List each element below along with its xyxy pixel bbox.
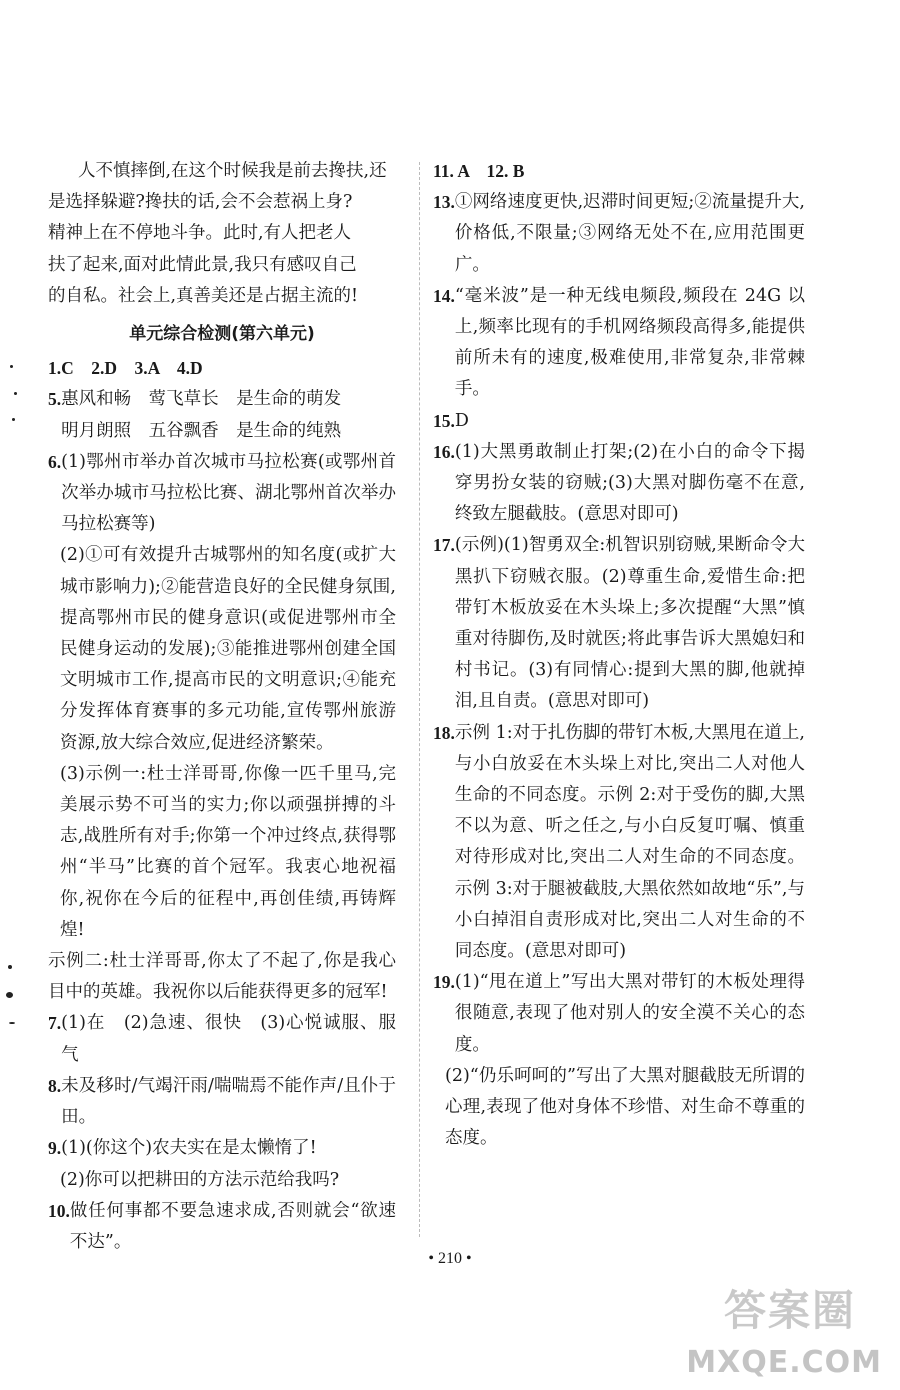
answer-5 — [48, 384, 396, 446]
answer-text: 明月朗照 五谷飘香 是生命的纯熟 — [61, 420, 342, 441]
answer-text: (1)在 (2)急速、很快 (3)心悦诚服、服气 — [61, 1013, 396, 1065]
answer-number: 5. — [48, 389, 62, 410]
answer-14 — [433, 281, 805, 406]
answer-11-12: 11. A 12. B — [433, 161, 525, 181]
answer-19 — [433, 967, 805, 1061]
intro-line: 的自私。社会上,真善美还是占据主流的! — [48, 285, 359, 306]
answer-number: 18. — [433, 722, 455, 743]
answer-text: 惠风和畅 莺飞草长 是生命的萌发 — [61, 389, 342, 410]
answer-9 — [48, 1133, 396, 1164]
intro-line: 扶了起来,面对此情此景,我只有感叹自己 — [48, 254, 357, 275]
answer-number: 10. — [48, 1200, 70, 1221]
intro-line: 是选择躲避?搀扶的话,会不会惹祸上身? — [48, 192, 353, 213]
column-divider — [419, 162, 420, 1237]
section-heading: 单元综合检测(第六单元) — [129, 324, 315, 345]
watermark-url: MXQE.COM — [686, 1345, 882, 1380]
answer-16 — [433, 437, 805, 531]
scan-mark — [8, 965, 12, 969]
answer-8 — [48, 1071, 396, 1133]
answer-number: 6. — [48, 451, 62, 472]
scan-mark — [14, 392, 17, 395]
watermark-logo: 答案圈 — [723, 1286, 856, 1335]
left-column — [48, 156, 396, 1258]
answer-number: 8. — [48, 1075, 62, 1096]
answer-number: 9. — [48, 1138, 62, 1159]
answer-number: 7. — [48, 1013, 62, 1034]
scan-mark — [6, 992, 13, 998]
answer-text: “毫米波”是一种无线电频段,频段在 24G 以上,频率比现有的手机网络频段高得多,能提供前所未有的速度,极难使用,非常复杂,非常棘手。 — [454, 285, 805, 400]
answer-text: 做任何事都不要急速求成,否则就会“欲速不达”。 — [69, 1200, 396, 1252]
answer-text: (3)示例一:杜士洋哥哥,你像一匹千里马,完美展示势不可当的实力;你以顽强拼搏的斗志,战胜所有对手;你第一个冲过终点,获得鄂州“半马”比赛的首个冠军。我衷心地祝福你,祝你在今后的征程中,再创佳绩,再铸辉煌! — [60, 763, 396, 940]
answer-17 — [433, 530, 805, 717]
answer-text: D — [454, 410, 469, 431]
answer-18 — [433, 718, 805, 968]
answer-text: 示例 1:对于扎伤脚的带钉木板,大黑甩在道上,与小白放妥在木头垛上对比,突出二人对他人生命的不同态度。示例 2:对于受伤的脚,大黑不以为意、听之任之,与小白反复叮嘱、慎重对待形成对比,突出二人对生命的不同态度。示例 3:对于腿被截肢,大黑依然如故地“乐”,与小白掉泪自责形成对比,突出二人对生命的不同态度。(意思对即可) — [454, 722, 805, 962]
answer-text: 未及移时/气竭汗雨/喘喘焉不能作声/且仆于田。 — [61, 1075, 396, 1128]
answer-10 — [48, 1196, 396, 1258]
intro-line: 精神上在不停地斗争。此时,有人把老人 — [48, 223, 352, 244]
answer-1-4: 1.C 2.D 3.A 4.D — [48, 358, 203, 379]
scan-mark — [10, 365, 13, 368]
answer-15 — [433, 406, 805, 437]
scan-mark — [9, 1022, 15, 1024]
page-number: • 210 • — [428, 1250, 472, 1267]
intro-line: 人不慎摔倒,在这个时候我是前去搀扶,还 — [78, 161, 387, 181]
answer-text: (1)(你这个)农夫实在是太懒惰了! — [61, 1138, 317, 1159]
answer-number: 17. — [433, 535, 455, 556]
answer-text: (示例)(1)智勇双全:机智识别窃贼,果断命令大黑扒下窃贼衣服。(2)尊重生命,爱惜生命:把带钉木板放妥在木头垛上;多次提醒“大黑”慎重对待脚伤,及时就医;将此事告诉大黑媳妇和村书记。(3)有同情心:提到大黑的脚,他就掉泪,且自责。(意思对即可) — [454, 535, 805, 712]
answer-text: 示例二:杜士洋哥哥,你太了不起了,你是我心目中的英雄。我祝你以后能获得更多的冠军! — [48, 951, 396, 1003]
answer-6 — [48, 447, 396, 541]
answer-text: (1)大黑勇敢制止打架;(2)在小白的命令下揭穿男扮女装的窃贼;(3)大黑对脚伤毫不在意,终致左腿截肢。(意思对即可) — [454, 441, 805, 525]
answer-text: ①网络速度更快,迟滞时间更短;②流量提升大,价格低,不限量;③网络无处不在,应用范围更广。 — [454, 192, 805, 275]
answer-number: 19. — [433, 972, 455, 993]
answer-text: (2)①可有效提升古城鄂州的知名度(或扩大城市影响力);②能营造良好的全民健身氛围,提高鄂州市民的健身意识(或促进鄂州市全民健身运动的发展);③能推进鄂州创建全国文明城市工作,提高市民的文明意识;④能充分发挥体育赛事的多元功能,宣传鄂州旅游资源,放大综合效应,促进经济繁荣。 — [60, 545, 396, 753]
answer-text: (1)鄂州市举办首次城市马拉松赛(或鄂州首次举办城市马拉松比赛、湖北鄂州首次举办马拉松赛等) — [61, 451, 396, 535]
answer-text: (2)“仍乐呵呵的”写出了大黑对腿截肢无所谓的心理,表现了他对身体不珍惜、对生命不尊重的态度。 — [445, 1065, 805, 1149]
answer-number: 15. — [433, 410, 455, 431]
answer-13 — [433, 187, 805, 281]
answer-number: 13. — [433, 192, 455, 213]
answer-text: (2)你可以把耕田的方法示范给我吗? — [60, 1169, 340, 1190]
answer-number: 16. — [433, 441, 455, 462]
scan-mark — [12, 418, 15, 421]
answer-number: 14. — [433, 285, 455, 306]
answer-7 — [48, 1008, 396, 1070]
right-column — [433, 156, 805, 1155]
answer-text: (1)“甩在道上”写出大黑对带钉的木板处理得很随意,表现了他对别人的安全漠不关心的态度。 — [454, 972, 805, 1055]
